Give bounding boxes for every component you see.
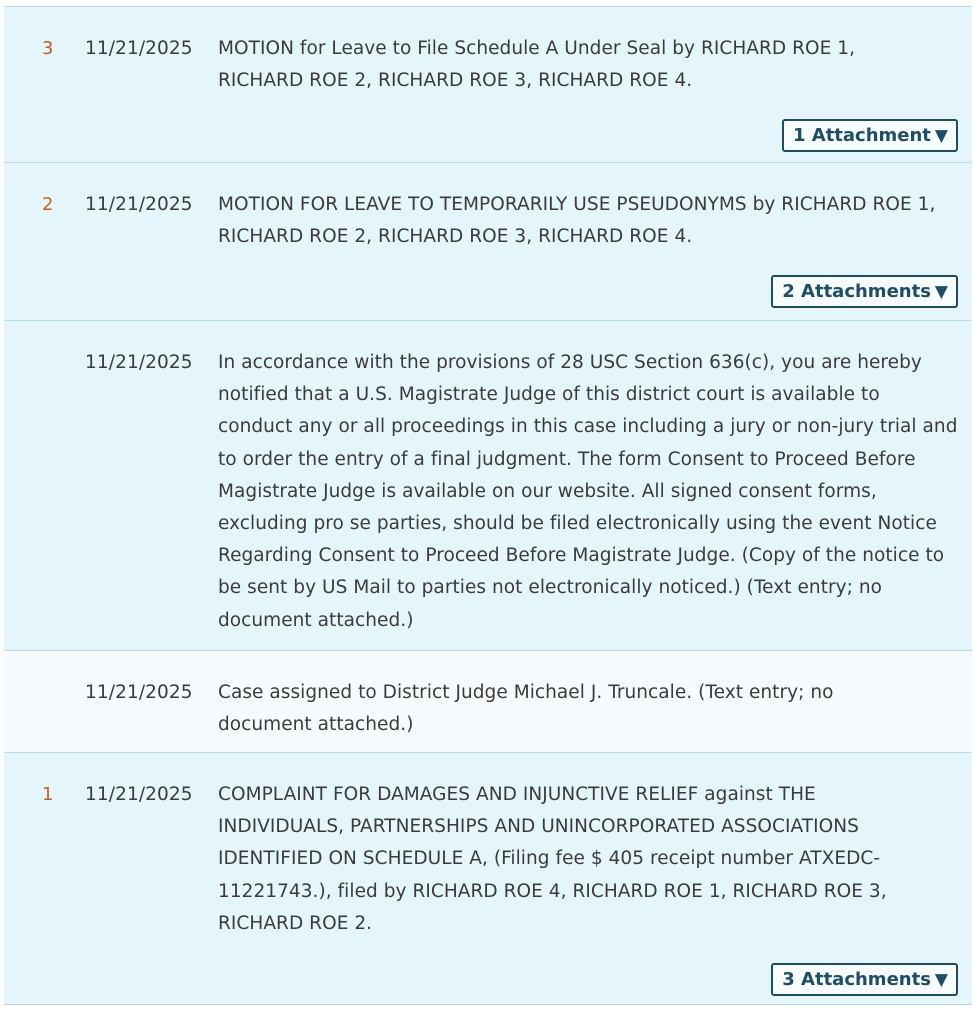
entry-text: MOTION FOR LEAVE TO TEMPORARILY USE PSEUDONYMS by RICHARD ROE 1, RICHARD ROE 2, RICHARD ROE 3, RICHARD ROE 4. [218, 194, 936, 248]
entry-number[interactable]: 2 [42, 194, 54, 215]
entry-text: COMPLAINT FOR DAMAGES AND INJUNCTIVE RELIEF against THE INDIVIDUALS, PARTNERSHIPS AND UNINCORPORATED ASSOCIATIONS IDENTIFIED ON SCHEDULE A, (Filing fee $ 405 receipt number ATXEDC-11221743.), filed by RICHARD ROE 4, RICHARD ROE 1, RICHARD ROE 3, RICHARD ROE 2. [218, 784, 887, 934]
docket-entries-list [4, 6, 972, 1005]
triangle-down-icon: ▼ [934, 970, 948, 990]
attachments-label: 1 Attachment [792, 125, 931, 146]
entry-date: 11/21/2025 [85, 352, 193, 373]
docket-entry-case-assigned [4, 651, 972, 753]
attachments-button[interactable] [782, 119, 958, 152]
attachments-button[interactable] [771, 963, 958, 996]
docket-entry-magistrate-notice [4, 321, 972, 651]
entry-date: 11/21/2025 [85, 784, 193, 805]
entry-text: MOTION for Leave to File Schedule A Under Seal by RICHARD ROE 1, RICHARD ROE 2, RICHARD ROE 3, RICHARD ROE 4. [218, 38, 856, 92]
entry-date: 11/21/2025 [85, 682, 193, 703]
entry-text: Case assigned to District Judge Michael J. Truncale. (Text entry; no document attached.) [218, 682, 834, 736]
triangle-down-icon: ▼ [934, 126, 948, 146]
docket-entry-2 [4, 163, 972, 321]
entry-number[interactable]: 1 [42, 784, 54, 805]
docket-entry-1 [4, 753, 972, 1005]
attachments-label: 3 Attachments [782, 969, 931, 990]
attachments-label: 2 Attachments [782, 281, 931, 302]
entry-number[interactable]: 3 [42, 38, 54, 59]
docket-entry-3 [4, 7, 972, 163]
entry-text: In accordance with the provisions of 28 USC Section 636(c), you are hereby notified that a U.S. Magistrate Judge of this district court is available to conduct any or all proceedings in this case including a jury or non-jury trial and to order the entry of a final judgment. The form Consent to Proceed Before Magistrate Judge is available on our website. All signed consent forms, excluding pro se parties, should be filed electronically using the event Notice Regarding Consent to Proceed Before Magistrate Judge. (Copy of the notice to be sent by US Mail to parties not electronically noticed.) (Text entry; no document attached.) [218, 352, 958, 631]
entry-date: 11/21/2025 [85, 38, 193, 59]
entry-date: 11/21/2025 [85, 194, 193, 215]
triangle-down-icon: ▼ [934, 282, 948, 302]
attachments-button[interactable] [771, 275, 958, 308]
